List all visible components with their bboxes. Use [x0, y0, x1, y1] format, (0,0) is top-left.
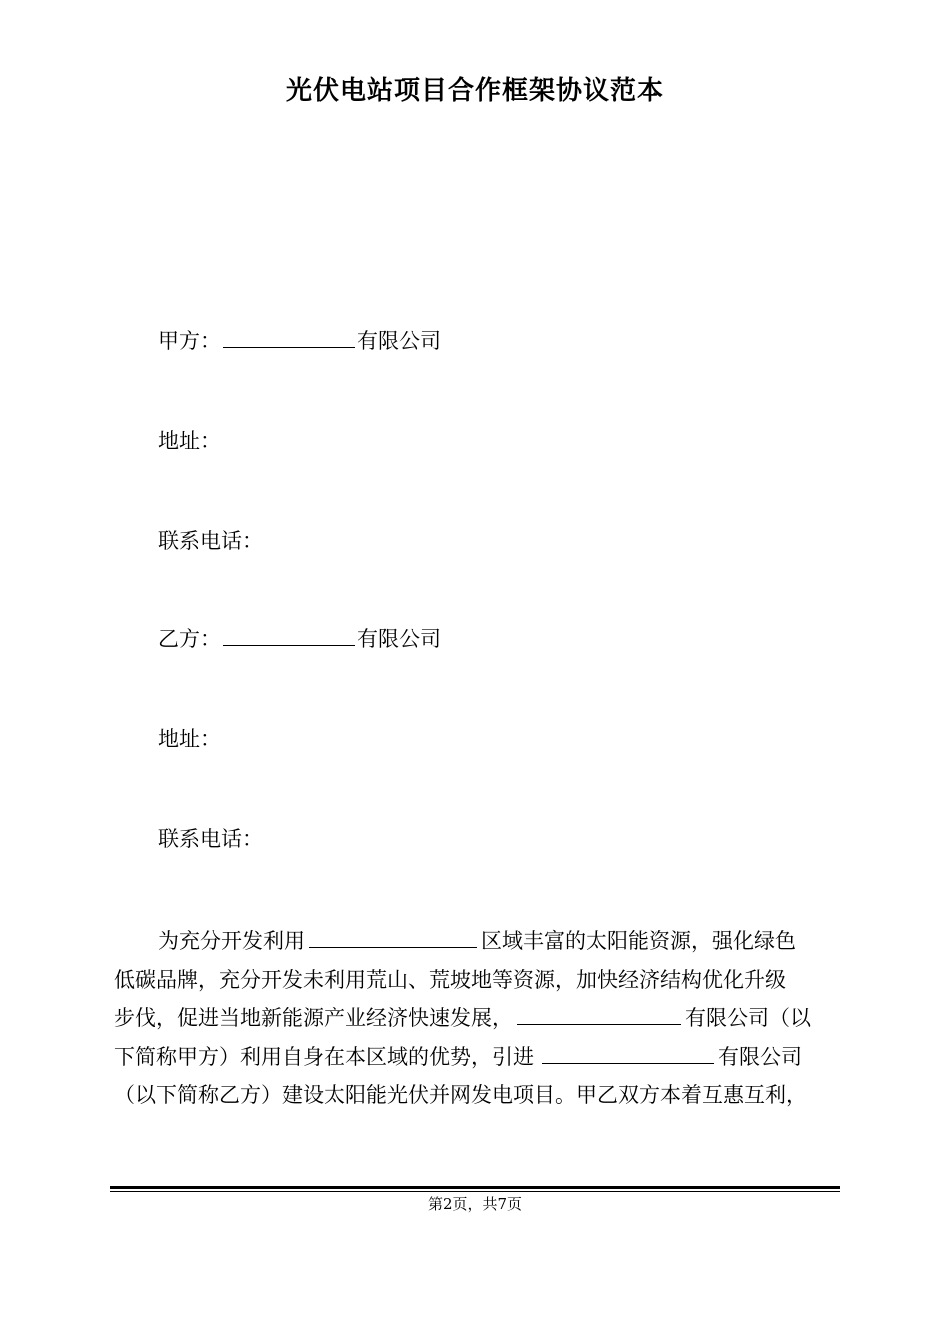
region-blank — [309, 927, 477, 948]
paragraph-line — [114, 922, 840, 961]
paragraph-line — [114, 1076, 840, 1115]
party-b-name-blank — [223, 625, 355, 646]
preamble-paragraph — [114, 922, 840, 1115]
paragraph-line — [114, 999, 840, 1038]
party-a-phone-label: 联系电话： — [158, 529, 263, 553]
party-b-address-label: 地址： — [158, 727, 221, 751]
paragraph-text: 步伐，促进当地新能源产业经济快速发展， — [114, 1006, 513, 1030]
party-a-label: 甲方： — [158, 329, 221, 353]
party-a-address-field — [158, 427, 221, 455]
party-b-name-field — [158, 625, 441, 653]
party-a-name-field — [158, 327, 441, 355]
footer-divider-thick — [110, 1186, 840, 1189]
party-a-company-suffix: 有限公司 — [357, 329, 441, 353]
party-a-address-label: 地址： — [158, 429, 221, 453]
paragraph-line — [114, 1038, 840, 1077]
party-a-phone-field — [158, 527, 263, 555]
paragraph-text: 区域丰富的太阳能资源，强化绿色 — [481, 929, 796, 953]
party-a-name-blank — [223, 327, 355, 348]
party-b-phone-field — [158, 825, 263, 853]
paragraph-text: 为充分开发利用 — [158, 929, 305, 953]
party-b-label: 乙方： — [158, 627, 221, 651]
paragraph-text: 有限公司 — [718, 1044, 802, 1069]
paragraph-line — [114, 961, 840, 1000]
page-number: 第2页，共7页 — [427, 1195, 523, 1213]
party-b-phone-label: 联系电话： — [158, 827, 263, 851]
party-b-company-suffix: 有限公司 — [357, 627, 441, 651]
company-b-blank — [542, 1043, 714, 1064]
paragraph-text: （以下简称乙方）建设太阳能光伏并网发电项目。甲乙双方本着互惠互利， — [114, 1083, 807, 1107]
footer-divider-thin — [110, 1191, 840, 1192]
document-title: 光伏电站项目合作框架协议范本 — [285, 76, 664, 106]
paragraph-text: 有限公司（以 — [685, 1006, 811, 1030]
paragraph-text: 低碳品牌，充分开发未利用荒山、荒坡地等资源，加快经济结构优化升级 — [114, 967, 786, 992]
company-a-blank — [517, 1004, 681, 1025]
paragraph-text: 下简称甲方）利用自身在本区域的优势，引进 — [114, 1044, 534, 1069]
party-b-address-field — [158, 725, 221, 753]
